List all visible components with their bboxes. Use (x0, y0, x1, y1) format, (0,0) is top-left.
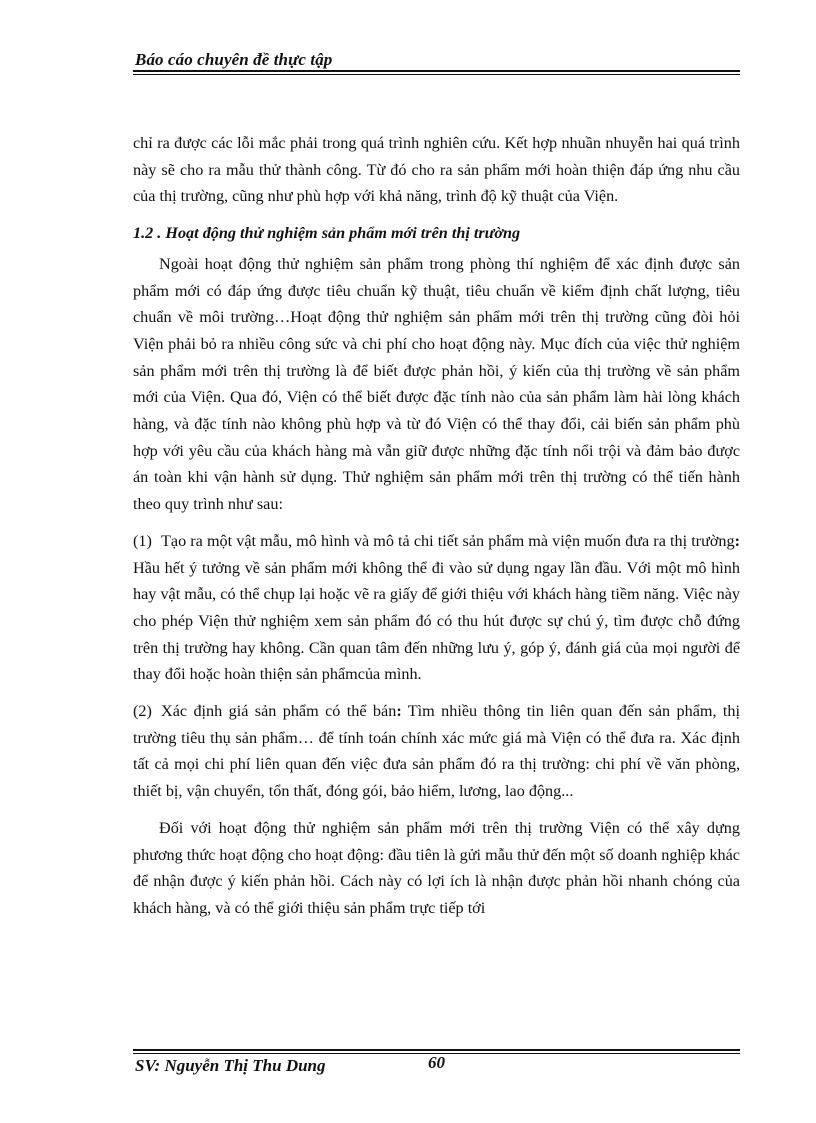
header-rule-thin (133, 74, 740, 75)
paragraph-final: Đối với hoạt động thử nghiệm sản phẩm mới trên thị trường Viện có thể xây dựng phương thức hoạt động cho hoạt động: đầu tiên là gửi mẫu thử đến một số doanh nghiệp khác để nhận được ý kiến phản hồi. Cách này có lợi ích là nhận được phản hồi nhanh chóng của khách hàng, và có thể giới thiệu sản phẩm trực tiếp tới (133, 818, 740, 917)
list-item-colon: : (734, 531, 740, 550)
footer-author: SV: Nguyễn Thị Thu Dung (135, 1056, 326, 1075)
list-item-lead: Tạo ra một vật mẫu, mô hình và mô tả chi tiết sản phẩm mà viện muốn đưa ra thị trường (161, 531, 735, 550)
list-marker: (2) (133, 702, 152, 721)
page-number: 60 (428, 1053, 445, 1072)
paragraph-intro: Ngoài hoạt động thử nghiệm sản phẩm trong phòng thí nghiệm để xác định được sản phẩm mới có đáp ứng được tiêu chuẩn kỹ thuật, tiêu chuẩn về kiểm định chất lượng, tiêu chuẩn về môi trường…Hoạt động thử nghiệm sản phẩm mới trên thị trường cũng đòi hỏi Viện phải bỏ ra nhiều công sức và chi phí cho hoạt động này. Mục đích của việc thử nghiệm sản phẩm mới trên thị trường là để biết được phản hồi, ý kiến của thị trường về sản phẩm mới của Viện. Qua đó, Viện có thể biết được đặc tính nào của sản phẩm làm hài lòng khách hàng, và đặc tính nào không phù hợp và từ đó Viện có thể thay đổi, cải biến sản phẩm phù hợp với yêu cầu của khách hàng mà vẫn giữ được những đặc tính nổi trội và đảm bảo được án toàn khi vận hành sử dụng. Thử nghiệm sản phẩm mới trên thị trường có thể tiến hành theo quy trình như sau: (133, 254, 740, 514)
paragraph-continuation: chỉ ra được các lỗi mắc phải trong quá trình nghiên cứu. Kết hợp nhuần nhuyễn hai quá trình này sẽ cho ra mẫu thử thành công. Từ đó cho ra sản phẩm mới hoàn thiện đáp ứng nhu cầu của thị trường, cũng như phù hợp với khả năng, trình độ kỹ thuật của Viện. (133, 134, 740, 206)
list-marker: (1) (133, 531, 152, 550)
list-item-text: Tìm nhiều thông tin liên quan đến sản phẩm, thị trường tiêu thụ sản phẩm… để tính toán chính xác mức giá mà Viện có thể đưa ra. Xác định tất cả mọi chi phí liên quan đến việc đưa sản phẩm đó ra thị trường: chi phí về văn phòng, thiết bị, vận chuyển, tổn thất, đóng gói, bảo hiểm, lương, lao động... (133, 702, 740, 801)
page-body (133, 130, 740, 922)
section-heading: 1.2 . Hoạt động thử nghiệm sản phẩm mới trên thị trường (133, 224, 521, 243)
list-item-colon: : (396, 702, 402, 721)
footer-rule (133, 1049, 740, 1051)
list-item-text: Hầu hết ý tưởng về sản phẩm mới không thể đi vào sử dụng ngay lần đầu. Với một mô hình hay vật mẫu, có thể chụp lại hoặc vẽ ra giấy để giới thiệu với khách hàng tiềm năng. Việc này cho phép Viện thử nghiệm xem sản phẩm đó có thu hút được sự chú ý, tìm được chỗ đứng trên thị trường hay không. Cần quan tâm đến những lưu ý, góp ý, đánh giá của mọi người để thay đổi hoặc hoàn thiện sản phẩmcủa mình. (133, 558, 740, 684)
list-item-1 (133, 528, 740, 688)
list-item-2 (133, 698, 740, 805)
header-rule (133, 70, 740, 72)
list-item-lead: Xác định giá sản phẩm có thể bán (161, 702, 397, 721)
running-header-title: Báo cáo chuyên đề thực tập (135, 50, 333, 69)
